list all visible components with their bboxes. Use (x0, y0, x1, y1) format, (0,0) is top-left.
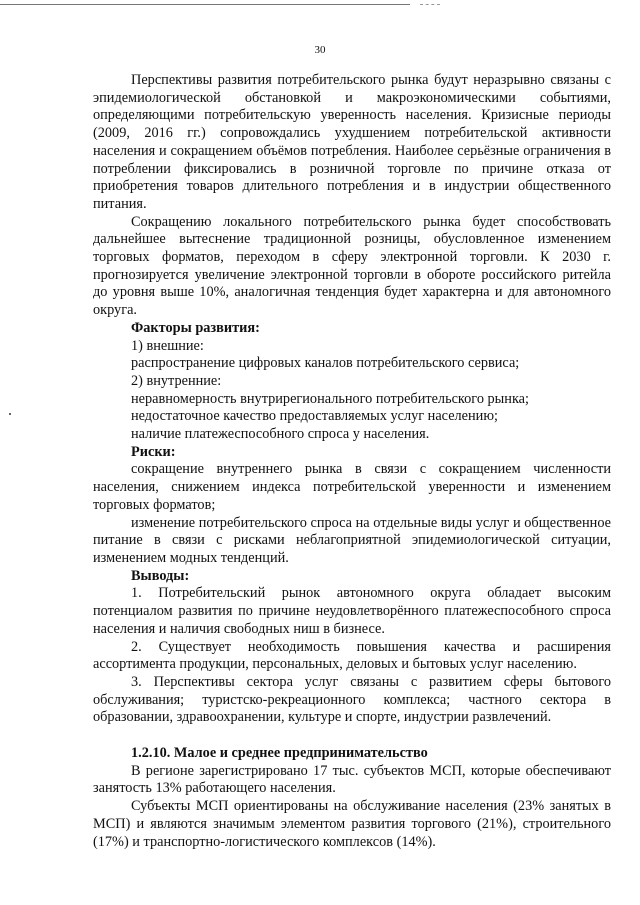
paragraph-ecommerce: Сокращению локального потребительского рынка будет способствовать дальнейшее вытеснение традиционной розницы, обусловленное изменением торговых форматов, переходом в сферу электронной торговли. К 2030 г. прогнозируется увеличение электронной торговли в обороте российского ритейла до уровня выше 10%, аналогичная тенденция будет характерна и для автономного округа. (93, 213, 611, 319)
factors-internal-item: неравномерность внутрирегионального потребительского рынка; (131, 390, 529, 407)
conclusion-item: 3. Перспективы сектора услуг связаны с развитием сферы бытового обслуживания; туристско-рекреационного комплекса; частного сектора в образовании, здравоохранении, культуре и спорте, индустрии развлечений. (93, 673, 611, 726)
factors-internal-item: недостаточное качество предоставляемых услуг населению; (131, 408, 498, 425)
factors-internal-label: 2) внутренние: (131, 372, 222, 389)
document-body (93, 72, 611, 851)
risks-heading: Риски: (131, 443, 176, 460)
risk-item: изменение потребительского спроса на отдельные виды услуг и общественное питание в связи с рисками неблагоприятной эпидемиологической ситуации, изменением модных тенденций. (93, 514, 611, 566)
page-number: 30 (314, 44, 326, 56)
conclusion-item: 1. Потребительский рынок автономного округа обладает высоким потенциалом развития по причине неудовлетворённого платежеспособного спроса населения и наличия свободных ниш в бизнесе. (93, 585, 611, 637)
risk-item: сокращение внутреннего рынка в связи с сокращением численности населения, снижением индекса потребительской уверенности и изменением торговых форматов; (93, 461, 611, 513)
scan-speck (9, 413, 11, 415)
section-paragraph: В регионе зарегистрировано 17 тыс. субъектов МСП, которые обеспечивают занятость 13% работающего населения. (93, 762, 611, 797)
conclusion-item: 2. Существует необходимость повышения качества и расширения ассортимента продукции, персональных, деловых и бытовых услуг населению. (93, 638, 611, 673)
section-spacer (93, 727, 611, 745)
conclusions-heading: Выводы: (131, 567, 190, 584)
factors-external-label: 1) внешние: (131, 337, 204, 354)
paragraph-outlook: Перспективы развития потребительского рынка будут неразрывно связаны с эпидемиологической обстановкой и макроэкономическими событиями, определяющими потребительскую уверенность населения. Кризисные периоды (2009, 2016 гг.) сопровождались ухудшением потребительской активности населения и сокращением объёмов потребления. Наиболее серьёзные ограничения в потреблении фиксировались в розничной торговле по причине отказа от приобретения товаров длительного потребления и в индустрии общественного питания. (93, 72, 611, 212)
scan-top-line (0, 4, 410, 5)
factors-internal-item: наличие платежеспособного спроса у населения. (131, 426, 430, 443)
section-heading: 1.2.10. Малое и среднее предпринимательство (131, 745, 428, 762)
scan-top-dash (420, 4, 440, 5)
factors-heading: Факторы развития: (131, 319, 260, 336)
section-paragraph: Субъекты МСП ориентированы на обслуживание населения (23% занятых в МСП) и являются значимым элементом развития торгового (21%), строительного (17%) и транспортно-логистического комплексов (14%). (93, 798, 611, 850)
factors-external-item: распространение цифровых каналов потребительского сервиса; (131, 355, 520, 372)
